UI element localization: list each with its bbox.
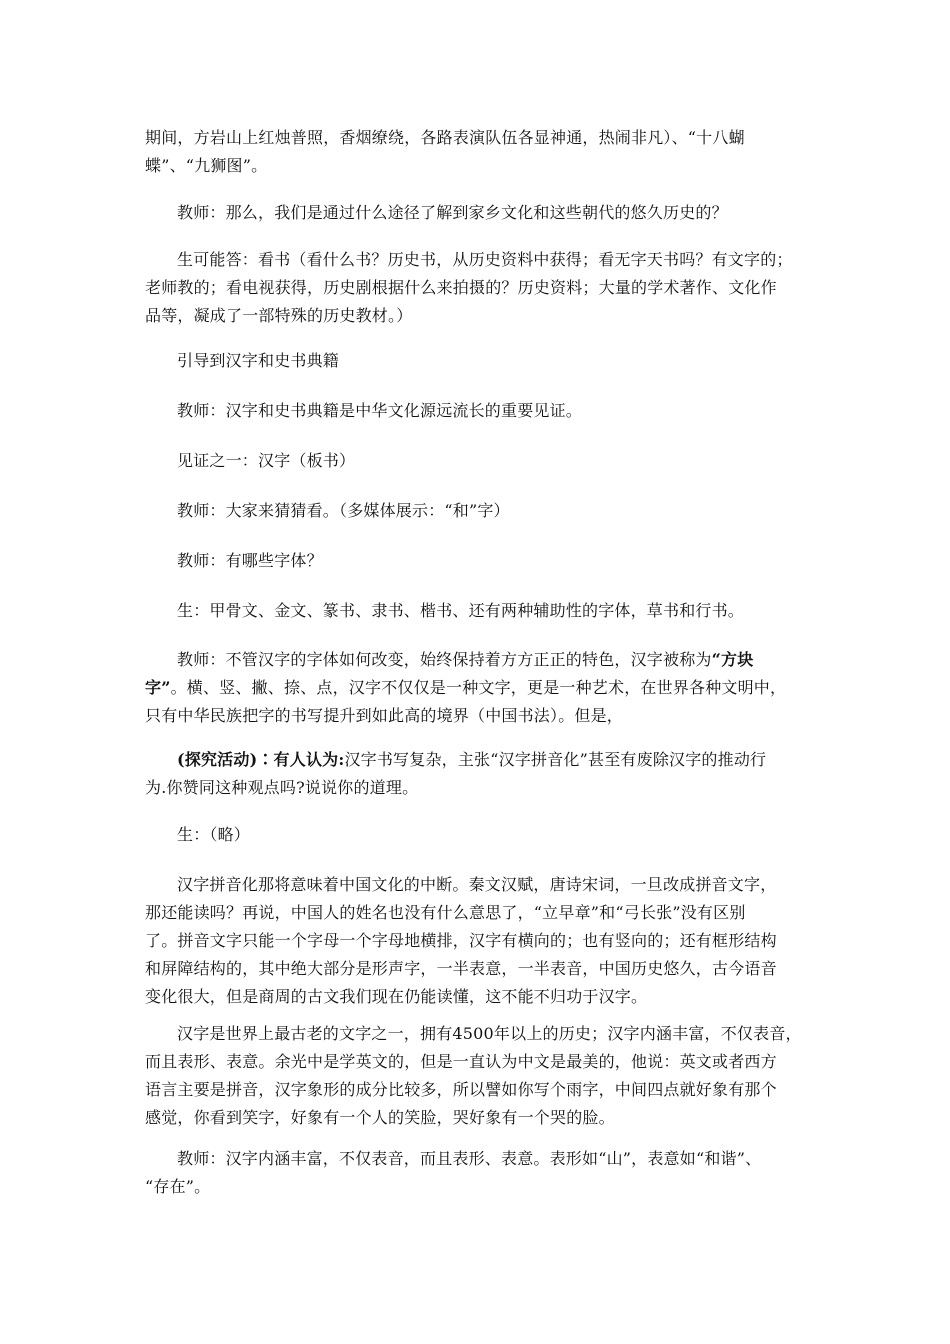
paragraph-student-answer — [145, 246, 810, 330]
text-line: “存在”。 — [145, 1177, 211, 1196]
paragraph-teacher-question: 教师：那么，我们是通过什么途径了解到家乡文化和这些朝代的悠久历史的？ — [177, 203, 728, 222]
paragraph-teacher-summary — [145, 1145, 810, 1201]
text-line: 那还能读吗？再说，中国人的姓名也没有什么意思了，“立早章”和“弓长张”没有区别 — [145, 903, 746, 922]
activity-label: (探究活动)∶有人认为: — [177, 750, 345, 769]
text-line: 蝶”、“九狮图”。 — [145, 156, 268, 175]
text-line: 汉字书写复杂，主张“汉字拼音化”甚至有废除汉字的推动行 — [344, 750, 767, 769]
text-line: 语言主要是拼音，汉字象形的成分比较多，所以譬如你写个雨字，中间四点就好象有那个 — [145, 1080, 777, 1099]
bold-term: 字” — [145, 678, 171, 697]
paragraph-evidence-one: 见证之一：汉字（板书） — [177, 451, 356, 470]
paragraph-pinyin-argument — [145, 871, 810, 1011]
text-line: 教师：不管汉字的字体如何改变，始终保持着方方正正的特色，汉字被称为 — [177, 650, 712, 669]
paragraph-oldest-script — [145, 1020, 810, 1132]
text-line: 变化很大，但是商周的古文我们现在仍能读懂，这不能不归功于汉字。 — [145, 987, 648, 1006]
text-line: 汉字拼音化那将意味着中国文化的中断。秦文汉赋，唐诗宋词，一旦改成拼音文字， — [177, 875, 777, 894]
text-line: 品等，凝成了一部特殊的历史教材。） — [145, 306, 413, 325]
paragraph-teacher-fonts: 教师：有哪些字体？ — [177, 551, 323, 570]
text-line: 了。拼音文字只能一个字母一个字母地横排，汉字有横向的；也有竖向的；还有框形结构 — [145, 931, 777, 950]
paragraph-festival — [145, 124, 810, 180]
text-line: 感觉，你看到笑字，好象有一个人的笑脸，哭好象有一个哭的脸。 — [145, 1108, 615, 1127]
text-line: 只有中华民族把字的书写提升到如此高的境界（中国书法）。但是， — [145, 706, 624, 725]
text-line: 。横、竖、撇、捺、点，汉字不仅仅是一种文字，更是一种艺术，在世界各种文明中， — [170, 678, 787, 697]
paragraph-square-characters — [145, 646, 810, 730]
paragraph-guide: 引导到汉字和史书典籍 — [177, 351, 340, 370]
text-line: 生可能答：看书（看什么书？历史书，从历史资料中获得；看无字天书吗？有文字的； — [177, 250, 793, 269]
text-line: 和屏障结构的，其中绝大部分是形声字，一半表意，一半表音，中国历史悠久，古今语音 — [145, 959, 777, 978]
paragraph-student-omitted: 生：（略） — [177, 825, 251, 844]
text-line: 教师：汉字内涵丰富，不仅表音，而且表形、表意。表形如“山”，表意如“和谐”、 — [177, 1149, 762, 1168]
paragraph-inquiry-activity — [145, 746, 810, 802]
bold-term: “方块 — [711, 650, 754, 669]
text-line: 汉字是世界上最古老的文字之一，拥有4500年以上的历史；汉字内涵丰富，不仅表音， — [177, 1024, 802, 1043]
text-line: 期间，方岩山上红烛普照，香烟缭绕，各路表演队伍各显神通，热闹非凡）、“十八蝴 — [145, 128, 745, 147]
text-line: 老师教的；看电视获得，历史剧根据什么来拍摄的？历史资料；大量的学术著作、文化作 — [145, 278, 777, 297]
paragraph-student-fonts: 生：甲骨文、金文、篆书、隶书、楷书、还有两种辅助性的字体，草书和行书。 — [177, 601, 745, 620]
text-line: 为.你赞同这种观点吗?说说你的道理。 — [145, 778, 419, 797]
text-line: 而且表形、表意。余光中是学英文的，但是一直认为中文是最美的，他说：英文或者西方 — [145, 1052, 777, 1071]
paragraph-teacher-evidence: 教师：汉字和史书典籍是中华文化源远流长的重要见证。 — [177, 401, 583, 420]
paragraph-teacher-guess: 教师：大家来猜猜看。（多媒体展示：“和”字） — [177, 501, 510, 520]
